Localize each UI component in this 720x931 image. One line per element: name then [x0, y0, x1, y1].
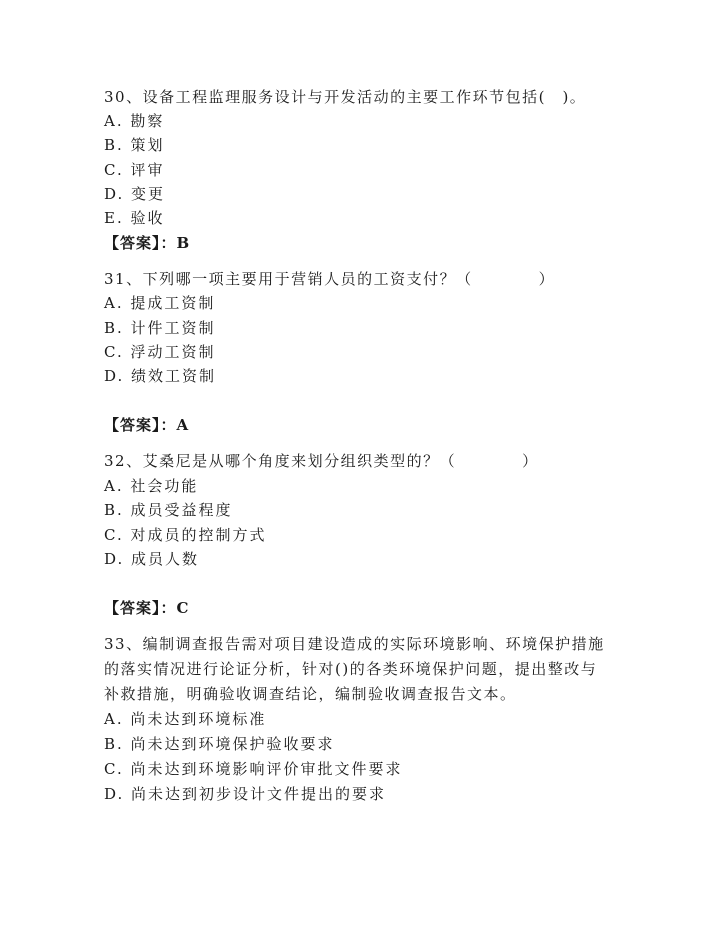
- question-31-option-c: C. 浮动工资制: [104, 343, 216, 361]
- question-32-option-c: C. 对成员的控制方式: [104, 526, 267, 544]
- question-30-option-b: B. 策划: [104, 136, 165, 154]
- question-32-option-a: A. 社会功能: [104, 477, 199, 495]
- question-31-option-b: B. 计件工资制: [104, 319, 216, 337]
- question-30-option-e: E. 验收: [104, 209, 165, 227]
- question-31-stem: 31、下列哪一项主要用于营销人员的工资支付？（ ）: [104, 270, 556, 288]
- question-33-option-b: B. 尚未达到环境保护验收要求: [104, 735, 335, 753]
- question-31-option-d: D. 绩效工资制: [104, 367, 217, 385]
- question-33-option-a: A. 尚未达到环境标准: [104, 710, 267, 728]
- question-33-stem-line-1: 33、编制调查报告需对项目建设造成的实际环境影响、环境保护措施: [104, 635, 605, 653]
- question-30-option-d: D. 变更: [104, 185, 166, 203]
- question-31-answer: 【答案】：A: [104, 416, 190, 434]
- question-33-option-c: C. 尚未达到环境影响评价审批文件要求: [104, 760, 403, 778]
- question-33-option-d: D. 尚未达到初步设计文件提出的要求: [104, 785, 387, 803]
- question-32-answer: 【答案】：C: [104, 599, 190, 617]
- question-30-stem: 30、设备工程监理服务设计与开发活动的主要工作环节包括( )。: [104, 88, 587, 106]
- question-32-option-d: D. 成员人数: [104, 550, 200, 568]
- question-33-stem-line-3: 补救措施，明确验收调查结论，编制验收调查报告文本。: [104, 685, 517, 703]
- question-33-stem-line-2: 的落实情况进行论证分析，针对()的各类环境保护问题，提出整改与: [104, 660, 598, 678]
- question-30-option-c: C. 评审: [104, 161, 165, 179]
- question-32-option-b: B. 成员受益程度: [104, 501, 233, 519]
- question-30-option-a: A. 勘察: [104, 112, 165, 130]
- question-30-answer: 【答案】：B: [104, 234, 191, 252]
- question-31-option-a: A. 提成工资制: [104, 294, 216, 312]
- question-32-stem: 32、艾桑尼是从哪个角度来划分组织类型的？（ ）: [104, 452, 539, 470]
